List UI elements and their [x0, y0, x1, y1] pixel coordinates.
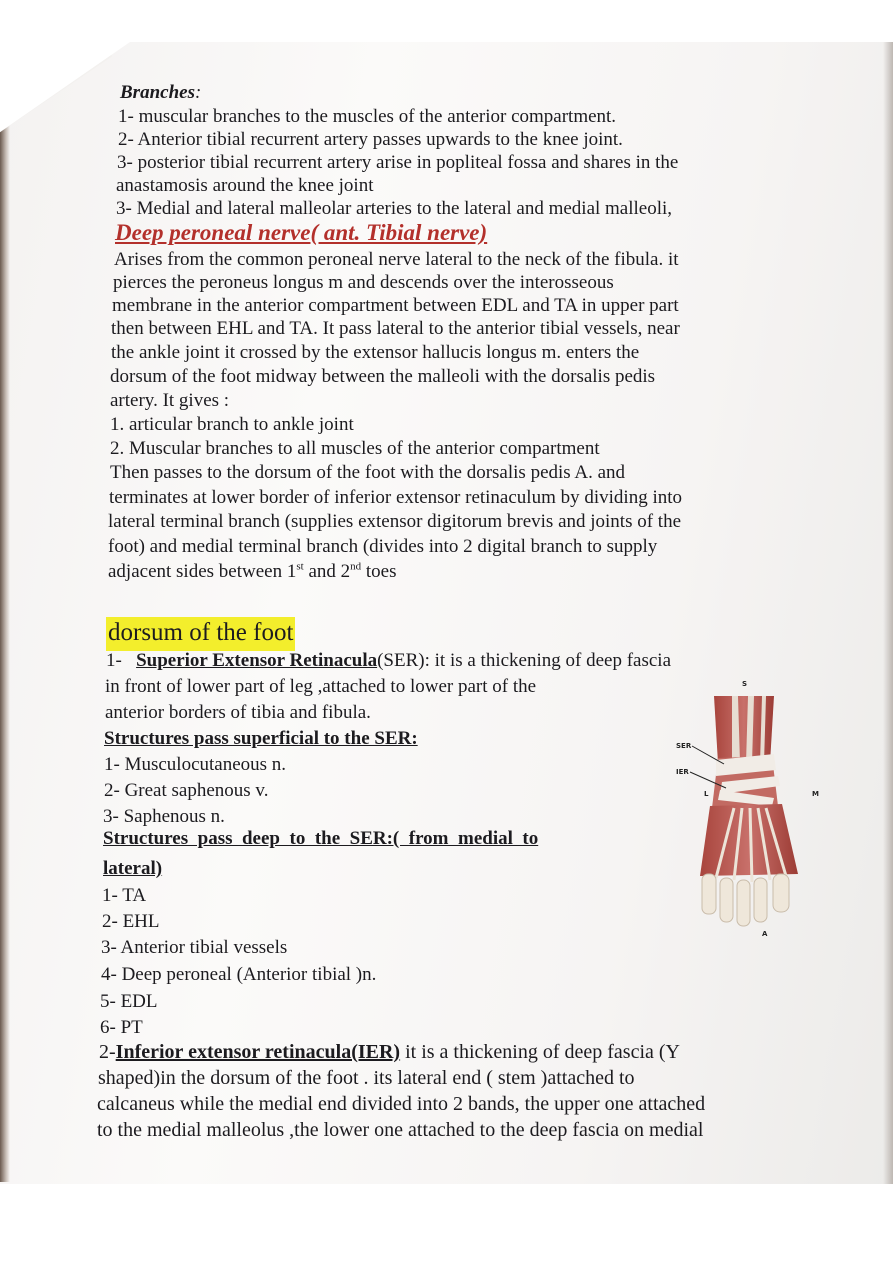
ser-line-3: anterior borders of tibia and fibula. [105, 702, 371, 723]
page-edge-shadow [0, 102, 10, 1182]
then-line: terminates at lower border of inferior extensor retinaculum by dividing into [109, 487, 682, 508]
label-ser: SER [676, 742, 692, 750]
ser-line-1: 1- Superior Extensor Retinacula(SER): it is a thickening of deep fascia [106, 650, 671, 671]
branches-item-4: 3- Medial and lateral malleolar arteries to the lateral and medial malleoli, [116, 198, 673, 219]
label-l: L [704, 790, 709, 798]
label-ier: IER [676, 768, 689, 776]
deep-item: 1- TA [102, 885, 147, 906]
label-s: S [742, 680, 748, 688]
deep-peroneal-title: Deep peroneal nerve( ant. Tibial nerve) [115, 220, 488, 245]
deep-heading-cont: lateral) [103, 858, 163, 879]
branches-heading: Branches: [120, 82, 202, 103]
deep-item: 5- EDL [100, 991, 158, 1012]
ser-line-2: in front of lower part of leg ,attached to lower part of the [105, 676, 537, 697]
corner-background [0, 42, 130, 132]
ier-line: to the medial malleolus ,the lower one attached to the deep fascia on medial [97, 1119, 704, 1141]
foot-anatomy-figure [674, 678, 824, 940]
page-edge-shadow-right [883, 42, 893, 1184]
deep-peroneal-para-line: dorsum of the foot midway between the malleoli with the dorsalis pedis [110, 366, 656, 387]
deep-item: 2- EHL [102, 911, 160, 932]
branches-item-3: 3- posterior tibial recurrent artery arise in popliteal fossa and shares in the [117, 152, 679, 173]
deep-item: 6- PT [100, 1017, 143, 1038]
deep-peroneal-para-line: artery. It gives : [110, 390, 230, 411]
then-last-line: adjacent sides between 1st and 2nd toes [108, 560, 397, 582]
superficial-item: 1- Musculocutaneous n. [104, 754, 287, 775]
gives-item-1: 1. articular branch to ankle joint [110, 414, 354, 435]
toes [702, 874, 789, 926]
branches-item-1: 1- muscular branches to the muscles of the anterior compartment. [118, 106, 617, 127]
dorsum-heading: dorsum of the foot [106, 617, 295, 651]
deep-heading: Structures pass deep to the SER:( from medial to [103, 828, 539, 849]
deep-peroneal-para-line: Arises from the common peroneal nerve lateral to the neck of the fibula. it [114, 249, 679, 270]
deep-peroneal-para-line: membrane in the anterior compartment between EDL and TA in upper part [112, 295, 679, 316]
then-line: lateral terminal branch (supplies extensor digitorum brevis and joints of the [108, 511, 682, 532]
deep-item: 4- Deep peroneal (Anterior tibial )n. [101, 964, 377, 985]
then-line: foot) and medial terminal branch (divides into 2 digital branch to supply [108, 536, 658, 557]
deep-item: 3- Anterior tibial vessels [101, 937, 288, 958]
ier-line: calcaneus while the medial end divided into 2 bands, the upper one attached [97, 1093, 706, 1115]
branches-item-3-cont: anastamosis around the knee joint [116, 175, 374, 196]
gives-item-2: 2. Muscular branches to all muscles of the anterior compartment [110, 438, 600, 459]
branches-item-2: 2- Anterior tibial recurrent artery passes upwards to the knee joint. [118, 129, 623, 150]
superficial-item: 3- Saphenous n. [103, 806, 225, 827]
ier-line-1: 2-Inferior extensor retinacula(IER) it is a thickening of deep fascia (Y [99, 1041, 680, 1063]
then-line: Then passes to the dorsum of the foot with the dorsalis pedis A. and [110, 462, 626, 483]
deep-peroneal-para-line: then between EHL and TA. It pass lateral to the anterior tibial vessels, near [111, 318, 680, 339]
superficial-heading: Structures pass superficial to the SER: [104, 728, 418, 749]
deep-peroneal-para-line: the ankle joint it crossed by the extensor hallucis longus m. enters the [111, 342, 640, 363]
label-a: A [762, 930, 768, 938]
superficial-item: 2- Great saphenous v. [104, 780, 269, 801]
ier-line: shaped)in the dorsum of the foot . its lateral end ( stem )attached to [98, 1067, 635, 1089]
deep-peroneal-para-line: pierces the peroneus longus m and descends over the interosseous [113, 272, 614, 293]
label-m: M [812, 790, 819, 798]
